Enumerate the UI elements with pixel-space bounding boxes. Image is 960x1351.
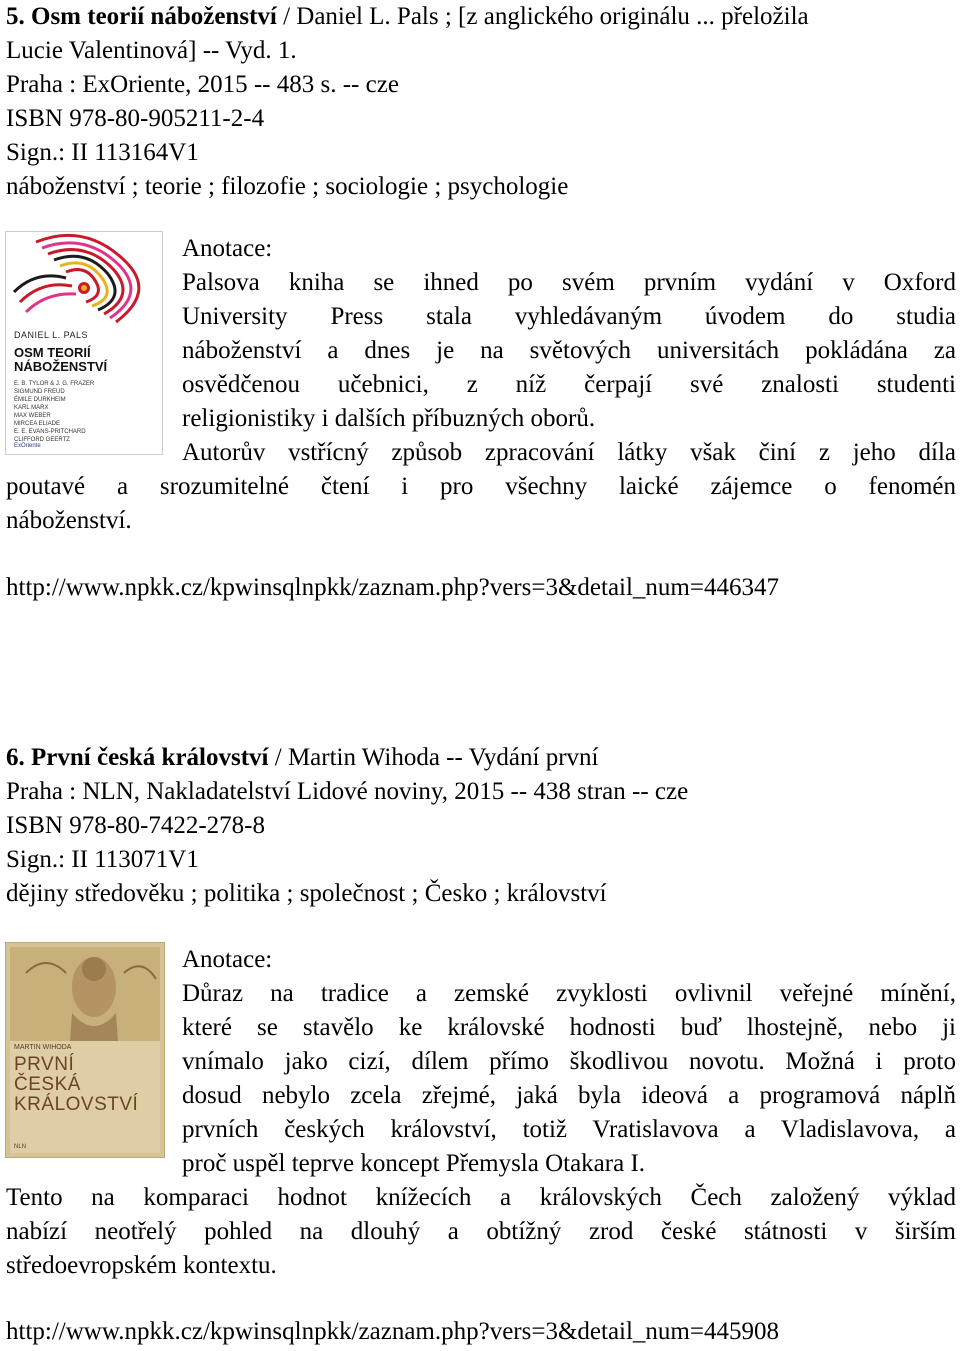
entry-title: Osm teorií náboženství xyxy=(31,3,277,30)
entry-publication: Praha : ExOriente, 2015 -- 483 s. -- cze xyxy=(6,71,399,98)
annotation-continuation: Tento na komparaci hodnot knížecích a královských Čech založený výklad nabízí neotřelý pohled na dlouhý a obtížný zrod české státnosti v širším středoevropském kontextu. xyxy=(6,1184,956,1279)
cover-publisher: ExOriente xyxy=(14,443,41,449)
annotation-label: Anotace: xyxy=(182,235,273,262)
entry-6-heading xyxy=(6,741,956,775)
entry-6 xyxy=(6,741,956,911)
entry-subjects: náboženství ; teorie ; filozofie ; sociologie ; psychologie xyxy=(6,173,569,200)
book-cover-osm-teorii xyxy=(6,232,162,454)
book-cover-prvni-ceska-kralovstvi xyxy=(6,943,164,1157)
cover-title: OSM TEORIÍ NÁBOŽENSTVÍ xyxy=(14,345,108,374)
cover-author: DANIEL L. PALS xyxy=(14,330,89,340)
cover-art xyxy=(6,232,162,328)
entry-5-heading xyxy=(6,0,956,34)
annotation-text: Důraz na tradice a zemské zvyklosti ovlivnil veřejné mínění, které se stavělo ke královské hodnosti buď lhostejně, nebo ji vnímalo jako cizí, dílem přímo škodlivou novotu. Možná i proto dosud nebylo zcela zřejmé, jaká byla ideová a programová náplň prvních českých království, totiž Vratislavova a Vladislavova, a proč uspěl teprve koncept Přemysla Otakara I. xyxy=(182,980,956,1177)
record-link[interactable]: http://www.npkk.cz/kpwinsqlnpkk/zaznam.php?vers=3&detail_num=445908 xyxy=(6,1318,779,1345)
entry-isbn: ISBN 978-80-7422-278-8 xyxy=(6,812,266,839)
entry-5 xyxy=(6,0,956,204)
cover-author: MARTIN WIHODA xyxy=(14,1044,72,1051)
cover-publisher: NLN xyxy=(14,1144,27,1150)
entry-responsibility: / Martin Wihoda -- Vydání první xyxy=(268,744,599,771)
entry-number: 6. xyxy=(6,744,25,771)
entry-signature: Sign.: II 113071V1 xyxy=(6,846,199,873)
entry-subjects: dějiny středověku ; politika ; společnost ; Česko ; království xyxy=(6,880,607,907)
entry-responsibility: / Daniel L. Pals ; [z anglického originálu ... přeložila xyxy=(276,3,809,30)
cover-title: PRVNÍ ČESKÁ KRÁLOVSTVÍ xyxy=(14,1054,139,1115)
entry-signature: Sign.: II 113164V1 xyxy=(6,139,199,166)
entry-title: První česká království xyxy=(31,744,269,771)
entry-isbn: ISBN 978-80-905211-2-4 xyxy=(6,105,265,132)
annotation-continuation: Autorův vstřícný způsob zpracování látky však činí z jeho díla poutavé a srozumitelné čtení i pro všechny laické zájemce o fenomén náboženství. xyxy=(6,439,956,534)
cover-thinkers-list: E. B. TYLOR & J. G. FRAZER SIGMUND FREUD ÉMILE DURKHEIM KARL MARX MAX WEBER MIRCEA ELIADE E. E. EVANS-PRITCHARD CLIFFORD GEERTZ xyxy=(14,381,95,443)
entry-publication: Praha : NLN, Nakladatelství Lidové noviny, 2015 -- 438 stran -- cze xyxy=(6,778,689,805)
annotation-text: Palsova kniha se ihned po svém prvním vydání v Oxford University Press stala vyhledávaným úvodem do studia náboženství a dnes je na světových universitách pokládána za osvědčenou učebnici, z níž čerpají své znalosti studenti religionistiky i dalších příbuzných oborů. xyxy=(182,269,956,432)
record-link[interactable]: http://www.npkk.cz/kpwinsqlnpkk/zaznam.php?vers=3&detail_num=446347 xyxy=(6,574,779,601)
entry-responsibility-cont: Lucie Valentinová] -- Vyd. 1. xyxy=(6,37,297,64)
annotation-label: Anotace: xyxy=(182,946,273,973)
entry-number: 5. xyxy=(6,3,25,30)
